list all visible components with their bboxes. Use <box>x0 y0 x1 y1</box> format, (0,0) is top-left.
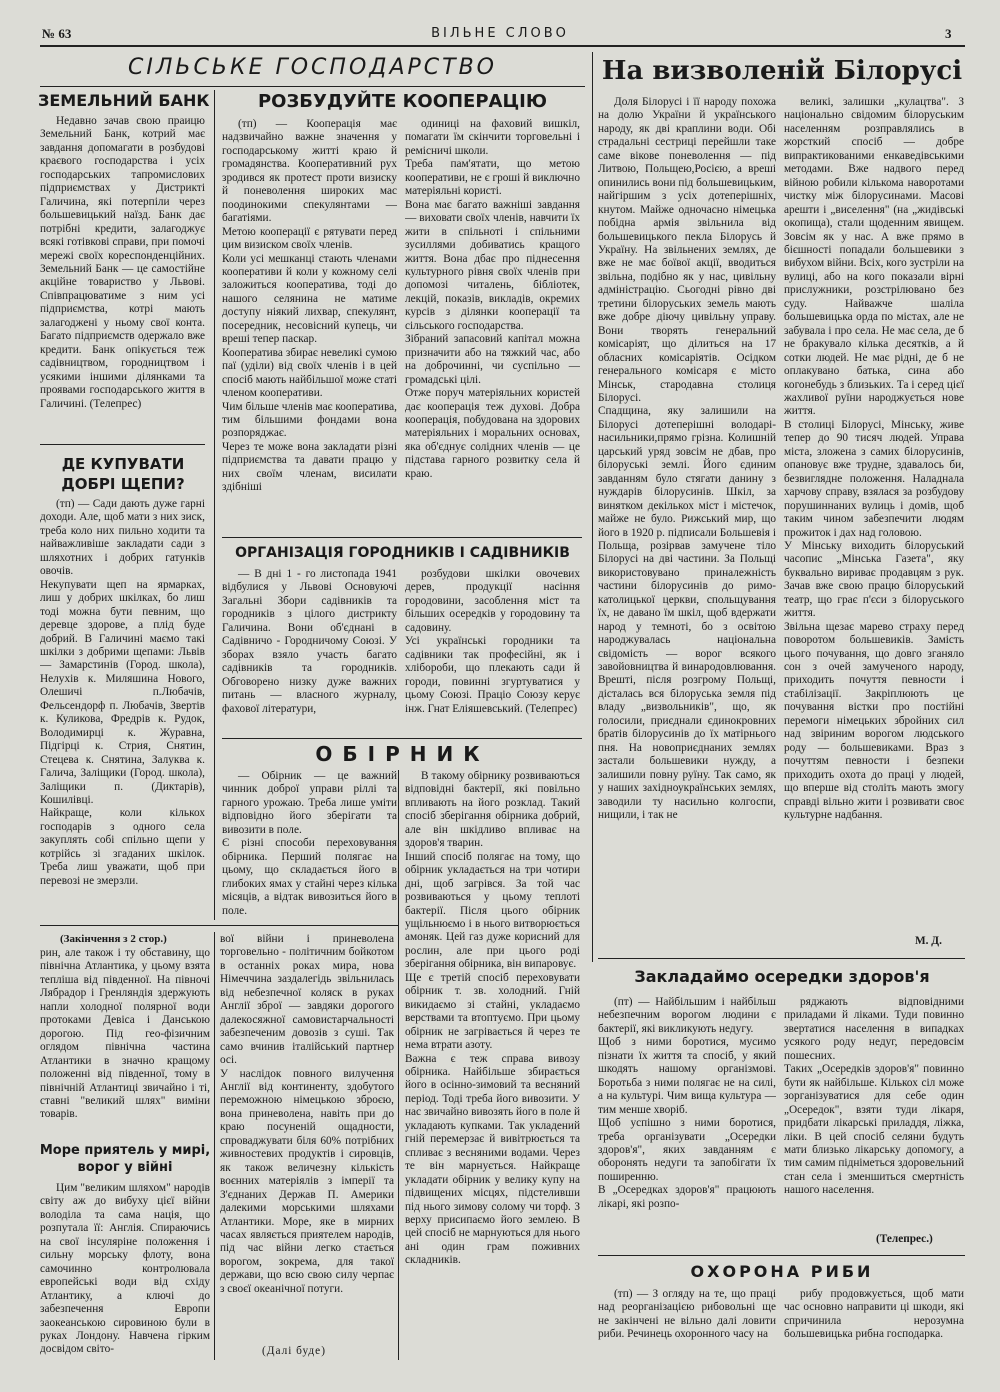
atlantic-col1b: Цим "великим шляхом" народів світу аж до вибуху цієї війни володіла та сама нація, що розпутала її: Англія. Спираючись на свої інсуляріне положення і сильну морську флоту, вона самочинно контролювала европейські води від східу Атлантику, а ключі до забезпечення Европи заокеанською сировиною були в руках Лондону. Навчена гірким досвідом світо- <box>40 1182 210 1356</box>
grafts-title: ДЕ КУПУВАТИ ДОБРІ ЩЕПИ? <box>61 455 185 493</box>
fish-col1: (тп) — З огляду на те, що праці над реорганізацією рибовольні ще не закінчені не вільно далі ловити риби. Речинець охоронного часу на <box>598 1288 776 1341</box>
gardeners-col2: розбудови шкілки овочевих дерев, продукції насіння городовини, засоблення міст та більших осередків у городовину та садовину. Усі українські городники та садівники так професійні, як і хлібороби, що плекають сади й городи, повинні згуртуватися у цьому Союзі. Праціо Союзу керує інж. Гнат Еліяшевський. (Телепрес) <box>405 568 580 715</box>
masthead: ВІЛЬНЕ СЛОВО <box>431 26 569 41</box>
health-title: Закладаймо осередки здоров'я <box>634 967 930 986</box>
rule <box>40 925 398 926</box>
rule <box>222 738 582 739</box>
rule <box>214 90 215 920</box>
gardeners-col1: — В дні 1 - го листопада 1941 відбулися у Львові Основуючі Загальні Збори садівників та городників з цілого дистрикту Галичина. Вони об'єднані в Садівничо - Городничому Союзі. У зборах взяло участь багато садівників та городників. Обговорено низку дуже важних питань — власного журналу, фахової літератури, <box>222 568 397 715</box>
rule <box>592 52 593 962</box>
manure-col2: В такому обірнику розвиваються відповідні бактерії, які повільно впливають на його розклад. Такий спосіб зберігання обірника добрий, але він шкідливо впливає на здоров'я тварин. Інший спосіб полягає на тому, що обірник укладається на три чотири дні, щоб загрівся. За той час розвиваються у цьому теплоті бактерії. Після цього обірник ущільнюємо і в нього витворюється амоняк. Цей газ дуже корисний для рослин, але при цього роді зберігання обірника, він випаровує. Ще є третій спосіб переховувати обірник т. зв. холодний. Гній викидаємо зі стайні, укладаємо верствами та втоптуємо. При цьому обірник не загрівається й через те нема втрати азоту. Важна є теж справа вивозу обірника. Найбільше збирається його в осінно-зимовий та весняний період. Тоді треба його вивозити. У нас звичайно вивозять його в поле й укладають купками. Так укладений гній перемерзає й вивітрюється та спливає з весняними водами. Через те він марнується. Найкраще укладати обірник у велику купу на підвищених місцях, підстеливши під нього зимову солому чи торф. З верху присипаємо його землею. В цей спосіб не марнуються для нього ані один грам поживних складників. <box>405 770 580 1267</box>
cooperation-title: РОЗБУДУЙТЕ КООПЕРАЦІЮ <box>257 91 548 112</box>
manure-title: ОБІРНИК <box>315 742 490 766</box>
to-be-continued: (Далі буде) <box>262 1345 326 1357</box>
fish-title: ОХОРОНА РИБИ <box>690 1262 874 1281</box>
health-col2: ряджають відповідними приладами й ліками. Туди повинно звертатися населення в випадках усякого роду недуг, передовсім пошесних. Таких „Осередків здоров'я" повинно бути як найбільше. Кількох сіл може зорганізуватися для себе один „Осередок", взяти туди лікаря, придбати лікарські приладдя, ліжка, ліки. В цей спосіб селяни будуть мати близько лікарську допомогу, а тим самим підніметься здоровельний стан села і зменшиться смертність нашого населення. <box>784 996 964 1197</box>
bank-body: Недавно зачав свою праицю Земельний Банк, котрий має завдання допомагати в розбудові краєвого господарства і усіх господарських тапромислових підприємствах у Дистрикті Галичина, які потерпіли через большевицький наїзд. Банк дає потрібні кредити, залагоджує всякі готівкові справи, при помочі мережі своїх кореспонденційних. Земельний Банк — це самостійне акційне товариство у Львові. Співпрацюватиме з ним усі підприємства, котрі мають залагоджені у ньому свої конта. Багато підприємств одержало вже кредити. Банк опікується теж садівництвом, городництвом і усякими іншими ділянками та проявами господарського життя в Галичині. (Телепрес) <box>40 115 205 410</box>
issue-number: № 63 <box>42 26 72 41</box>
health-signature: (Телепрес.) <box>876 1233 933 1245</box>
rule <box>214 932 215 1360</box>
rule <box>598 958 965 959</box>
page-number: 3 <box>945 26 952 41</box>
rule <box>598 1255 965 1256</box>
atlantic-col1: рин, але також і ту обставину, що північна Атлантика, у цьому взята тепліша від південної. На півночі Лябрадор і Гренляндія здержують напли холодної полярної води протоками Девіса і Данською дорогою. Під гео-фізичним оглядом північна частина Атлантики в значно кращому положенні від південної, тому в північній Атлантиці звичайно і ті, ставні "великий шлях" виміни товарів. <box>40 947 210 1121</box>
manure-col1: — Обірник — це важний чинник доброї управи ріллі та гарного урожаю. Треба лише уміти відповідно його зберігати та вивозити в поле. Є різні способи переховування обірника. Перший полягає на цьому, що складається його в глибоких ямах у стайні через кілька місяців, а відтак вивозиться його в поле. <box>222 770 397 917</box>
belarus-col2: великі, залишки „кулацтва". З національно свідомим білоруським населенням розправлялись в жорсткий спосіб — добре випрактикованими енкаведівськими методами. Вже надвого перед війною робили кількома наворотами чистку між білорусинами. Масові арешти і „виселення" (на „жидівські окопища), стали щоденним явищем. Зовсім як у нас. А вже прямо в бієшності попадали большевики з вибухом війни. Всіх, кого зустріли на вулиці, або на кого показали вірні прислужники, розстрілювано без суду. Найважче шаліла большевицька орда по містах, але не забувала і про села. Не має села, де б не бракувало кілька десятків, а й сотки людей. Не має рідні, де б не оплакувано батька, сина або когонебудь з близьких. Та і серед цієї жахливої руїни народжується нове життя. В столиці Білорусі, Мінську, живе тепер до 90 тисяч людей. Управа міста, зложена з самих білорусинів, опановує вже трудне, здавалось би, безвиглядне положення. Наладнала харчову справу, взялася за розбудову порушиннаних вулиць і домів, щоб таким чином забезпечити людям прожиток і дах над головою. У Мінську виходить білоруський часопис „Мінська Газета", яку буквально вириває продавцям з рук. Зачав вже свою працю білоруський театр, що грає п'єси з білоруського життя. Звільна щезає марево страху перед поворотом большевиків. Замість цього почування, що довго зганяло сон з очей замученого народу, приходить почуття певности і стабілізації. Закріплюють це почування вістки про постійні перемоги німецьких збройних сил над звіриним ворогом людського роду — большевиками. Враз з почуттям певности і безпеки приходить охота до праці у людей, що вперше від століть мають змогу справді вільно жити і розвивати своє культурне надбання. <box>784 96 964 822</box>
rule <box>398 770 399 1360</box>
fish-col2: рибу продовжується, щоб мати час основно направити ці шкоди, які спричинила нерозумна большевицька рибна господарка. <box>784 1288 964 1341</box>
header-rule <box>40 45 965 47</box>
bank-title: ЗЕМЕЛЬНИЙ БАНК <box>38 91 210 110</box>
cooperation-col1: (тп) — Кооперація має надзвичайно важне значення у господарському житті краю й громадянства. Кооперативний рух зродився як протест проти визиску й поневолення широких мас поодинокими спекулянтами — багатіями. Метою кооперації є рятувати перед цим визиском своїх членів. Коли усі мешканці стають членами кооперативи й коли у кожному селі заложиться кооператива, тоді до нашого селянина не матиме доступу ніякий лихвар, спекулянт, посередник, несовісний купець, чи вреші тепер паскар. Кооператива збирає невеликі сумою паї (уділи) від своїх членів і в цей спосіб мають найбільшої може статі членом кооперативи. Чим більше членів має кооператива, тим більшими фондами вона розпоряджає. Через те може вона закладати різні підприємства та давати працю у них своїм членам, висилати здібніші <box>222 118 397 494</box>
belarus-title: На визволеній Білорусі <box>601 56 963 86</box>
gardeners-title: ОРГАНІЗАЦІЯ ГОРОДНИКІВ І САДІВНИКІВ <box>235 545 570 561</box>
rule <box>222 537 582 538</box>
belarus-signature: М. Д. <box>915 935 942 947</box>
health-col1: (пт) — Найбільшим і найбільш небезпечним ворогом людини є бактерії, які викликують недугу. Щоб з ними боротися, мусимо пізнати їх життя та спосіб, у який шкодять нашому організмові. Боротьба з ними полягає не на силі, а на культурі. Чим вища культура — тим менше хворіб. Щоб успішно з ними боротися, треба організувати „Осередки здоров'я", яких завданням є оборонять недуги та запобігати їх поширенню. В „Осередках здоров'я" працюють лікарі, які розпо- <box>598 996 776 1210</box>
rule <box>40 444 205 445</box>
grafts-body: (тп) — Сади дають дуже гарні доходи. Але, щоб мати з них зиск, треба коло них пильно ходити та найважливіше закладати сади з шляхотних і добрих гатунків овочів. Некупувати щеп на ярмарках, лиш у добрих шкілках, бо лиш тоді можна бути певним, що деревце здорове, а плід буде добрий. В Галичині маємо такі шкілки з добрими щепами: Львів — Замарстинів (Город. школа), Нелухів к. Миляшина Нового, Олешичі п.Любачів, Фельсендорф п. Любачів, Звертів к. Куликова, Фредрів к. Рудок, Володимирці к. Журавна, Підгірці к. Стрия, Снятин, Стецева к. Снятина, Залуква к. Галича, Заліщики (Город. школа), Заліщики п. (Диктарів), Кошилівці. Найкраще, коли кількох господарів з одного села закуплять собі спільно щепи у котрійсь зі згаданих шкілок. Треба лиш уважати, щоб при перевозі не змерзли. <box>40 498 205 887</box>
continuation-note: (Закінчення з 2 стор.) <box>60 933 167 945</box>
section-rule <box>40 86 585 87</box>
section-title: СІЛЬСЬКЕ ГОСПОДАРСТВО <box>128 55 497 80</box>
atlantic-col2: вої війни і приневолена торговельно - політичним бойкотом в останніх роках мира, нова Німеччина заздалегідь звільнилась від небезпечної коляск в руках Англії зброї — завдяки дорогого далекосяжної самовистарчальності забезпеченим довозів з суші. Так само вчинив італійський партнер осі. У наслідок повного вилучення Англії від континенту, здобутого переможною німецькою зброєю, вона приневолена, навіть при до краю посуненій ощадности, спроваджувати біля 60% потрібних живностевих продуктів і сировців, як також величезну кількість воєнних матеріялів з імперії та З'єднаних Держав П. Америки далекими морськими шляхами Атлантики. Море, яке в мирних часах являється приятелем народів, під час війни легко стається ворогом, зокрема, для такої держави, що всю свою силу черпає з своєї океанічної потуги. <box>220 933 394 1295</box>
cooperation-col2: одиниці на фаховий вишкіл, помагати їм скінчити торговельні і ремісничі школи. Треба пам'ятати, що метою кооперативи, не є гроші й виключно матеріяльні користі. Вона має багато важніші завдання — виховати своїх членів, навчити їх жити в спільноті і спільними зусиллями добиватись кращого життя. Вона дбає про піднесення культурного рівня своїх членів при допомозі читалень, бібліотек, лекцій, показів, викладів, окремих курсів з ділянки кооперації та сільського господарства. Зібраний запасовий капітал можна призначити або на тяжкий час, або на доброчинні, чи суспільно — громадські цілі. Отже поруч матеріяльних користей дає кооперація теж духові. Добра кооперація, побудована на здорових матеріяльних і моральних основах, яка об'єднує солідних членів — це підстава гарного розвитку села й краю. <box>405 118 580 480</box>
atlantic-subtitle: Море приятель у мирі, ворог у війні <box>39 1143 211 1175</box>
belarus-col1: Доля Білорусі і її народу похожа на долю України й українського народу, як дві краплини води. Обі страдальні сестриці перейшли таке саме вікове поневолення — під Литвою, Польщею,Росією, а вреші опинились вони під большевицьким, найгіршим з усіх дотеперішніх, кнутом. Майже одночасно німецька побідна армія звільнила від большевицького пекла Білорусь й Україну. На звільнених землях, де вже не має боївої акції, вводиться звільна, подібно як у нас, цивільну адміністрацію. Сьогодні рівно дві третини білоруських земель мають вже добре діючу цивільну управу. Вони творять генеральний комісаріят, що ділиться на 17 обласних комісаріятів. Осідком генерального комісаря є місто Мінськ, стародавна столиця Білорусі. Спадщина, яку залишили на Білорусі дотеперішні володарі-насильники,прямо грізна. Колишній царський уряд зовсім не дбав, про білоруські землі. Його єдиним завданням було стягати данину з нуждарів білорусинів. Шкіл, за винятком декількох міст і містечок, майже не було. Рижський мир, що його в 1920 р. підписали Большевія і Польща, розірвав замучене тіло Білорусі на дві частини. За Польщі використовувано приналежність частини білорусинів до римо-католицької церкви, спольщування їх, не давано їм шкіл, щоб вдержати народ у темноті, бо з освітою народжувалась національна свідомість — ворог всякого завойовництва й винародовлювання. Врешті, після розгрому Польщі, дісталась вся білоруська земля під владу „визвольників", що, як голосили, приєднали єдинокровних братів білорусинів до їх матірнього пня. На новоприєднаних землях застали большевики нужду, а залишили повну руїну. Так само, як у наших західноукраїнських землях, заводили ту насильно колгоспи, нищили, і так не <box>598 96 776 822</box>
